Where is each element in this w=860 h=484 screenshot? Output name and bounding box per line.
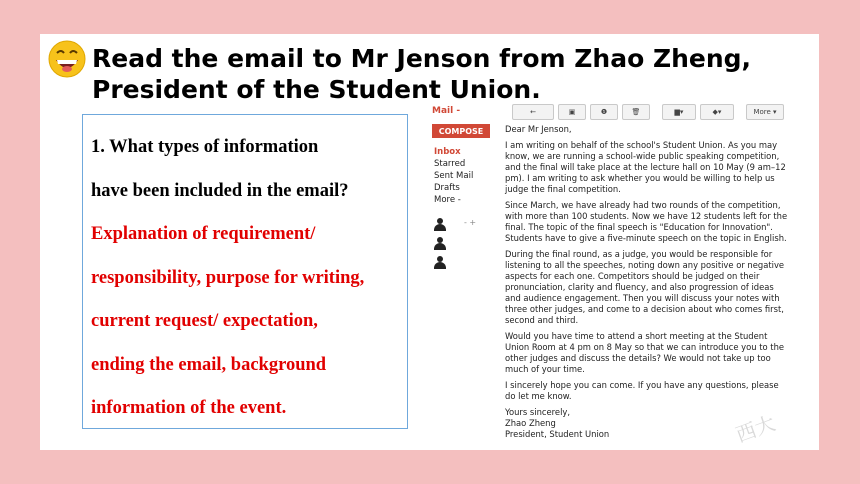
- more-button[interactable]: More ▾: [746, 104, 784, 120]
- sidebar-item-more[interactable]: More -: [434, 195, 461, 205]
- email-paragraph: I sincerely hope you can come. If you have any questions, please do let me know.: [505, 380, 779, 401]
- answer-line: current request/ expectation,: [91, 311, 318, 331]
- contacts-list: [434, 218, 446, 275]
- person-icon[interactable]: [434, 218, 446, 231]
- email-paragraph: I am writing on behalf of the school's Student Union. As you may know, we are running a school-wide public speaking competition, and the final will take place at the lecture hall on 10 May (9 am–12 pm). I am writing to ask whether you would be willing to help us judge the final competition.: [505, 140, 786, 194]
- grinning-face-icon: [48, 40, 86, 78]
- answer-line: information of the event.: [91, 398, 287, 418]
- mail-sidebar-nav: [434, 146, 473, 206]
- page-title: Read the email to Mr Jenson from Zhao Zheng, President of the Student Union.: [92, 44, 752, 104]
- contacts-controls[interactable]: - +: [464, 218, 477, 227]
- report-spam-button[interactable]: ❶: [590, 104, 618, 120]
- email-body: [505, 124, 790, 440]
- answer-line: Explanation of requirement/: [91, 224, 316, 244]
- sidebar-item-starred[interactable]: Starred: [434, 159, 466, 169]
- email-paragraph: Would you have time to attend a short meeting at the Student Union Room at 4 pm on 8 May so that we can introduce you to the other judges and discuss the details? We would not take up too much of your time.: [505, 331, 785, 374]
- archive-button[interactable]: ▣: [558, 104, 586, 120]
- question-answer-text: [91, 126, 421, 431]
- delete-button[interactable]: 🗑: [622, 104, 650, 120]
- watermark: 西大: [732, 410, 779, 448]
- email-closing: Yours sincerely,: [505, 407, 571, 417]
- compose-button[interactable]: COMPOSE: [432, 124, 490, 138]
- mail-app-label[interactable]: Mail -: [432, 106, 461, 116]
- email-signature-title: President, Student Union: [505, 429, 610, 439]
- email-paragraph: Since March, we have already had two rounds of the competition, with more than 100 students. Now we have 12 students left for the final. The topic of the final speech is "Education for Innovation". Students have to give a five-minute speech on the topic in English.: [505, 200, 788, 243]
- email-screenshot: [432, 104, 787, 449]
- sidebar-item-sent-mail[interactable]: Sent Mail: [434, 171, 474, 181]
- labels-button[interactable]: ◆▾: [700, 104, 734, 120]
- answer-line: responsibility, purpose for writing,: [91, 267, 365, 288]
- email-greeting: Dear Mr Jenson,: [505, 124, 572, 134]
- move-to-button[interactable]: ▆▾: [662, 104, 696, 120]
- mail-toolbar: [512, 104, 784, 122]
- sidebar-item-drafts[interactable]: Drafts: [434, 183, 460, 193]
- email-signature-name: Zhao Zheng: [505, 418, 556, 428]
- person-icon[interactable]: [434, 237, 446, 250]
- question-line: have been included in the email?: [91, 180, 349, 201]
- person-icon[interactable]: [434, 256, 446, 269]
- back-button[interactable]: ←: [512, 104, 554, 120]
- question-line: 1. What types of information: [91, 137, 319, 157]
- answer-line: ending the email, background: [91, 354, 327, 375]
- email-paragraph: During the final round, as a judge, you would be responsible for listening to all the speeches, noting down any positive or negative aspects for each one. Competitors should be judged on their pronunciation, clarity and fluency, and also progression of ideas and audience engagement. Then you will discuss your notes with three other judges, and come to a decision about who comes first, second and third.: [505, 249, 785, 325]
- sidebar-item-inbox[interactable]: Inbox: [434, 147, 461, 157]
